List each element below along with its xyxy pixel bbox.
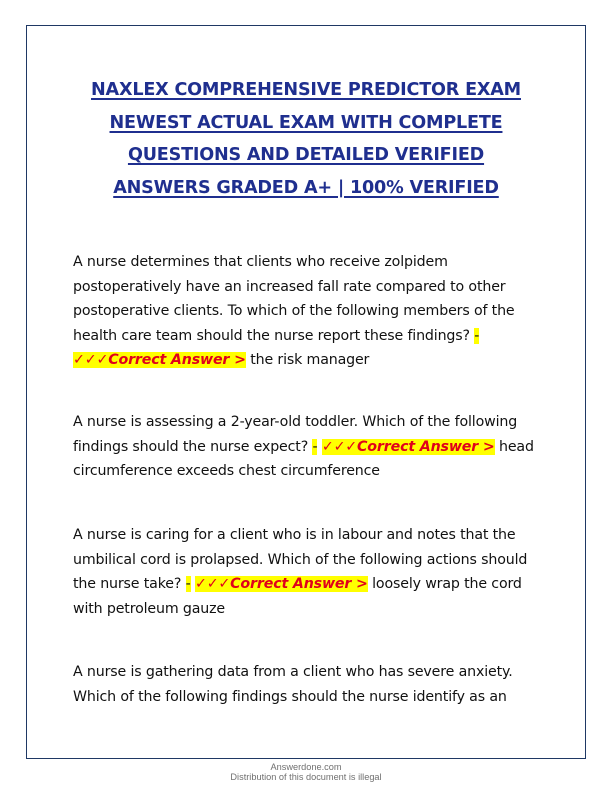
correct-answer-label: Correct Answer >	[230, 576, 368, 592]
title-line-4: ANSWERS GRADED A+ | 100% VERIFIED	[113, 177, 499, 198]
qa-item-3	[73, 523, 553, 621]
correct-answer-marker	[73, 352, 246, 368]
title-line-3: QUESTIONS AND DETAILED VERIFIED	[127, 145, 485, 165]
checkmarks-icon: ✓✓✓	[73, 352, 109, 368]
checkmarks-icon: ✓✓✓	[194, 576, 231, 592]
title-line-2: NEWEST ACTUAL EXAM WITH COMPLETE	[109, 112, 503, 133]
answer-text: the risk manager	[250, 352, 370, 368]
question-text: A nurse is gathering data from a client who has severe anxiety. Which of the following findings should the nurse identify as an	[73, 664, 513, 705]
title-line-1: NAXLEX COMPREHENSIVE PREDICTOR EXAM	[91, 80, 521, 100]
checkmarks-icon: ✓✓✓	[321, 438, 358, 455]
question-text: A nurse is caring for a client who is in labour and notes that the umbilical cord is prolapsed. Which of the following actions should the nurse take?	[73, 527, 528, 592]
correct-answer-label: Correct Answer >	[108, 352, 246, 368]
answer-dash: -	[312, 438, 318, 455]
answer-text: head circumference exceeds chest circumference	[73, 438, 534, 479]
qa-item-1	[73, 250, 553, 373]
correct-answer-label: Correct Answer >	[357, 438, 495, 455]
correct-answer-marker	[195, 576, 368, 592]
answer-dash: -	[474, 327, 480, 344]
qa-item-4	[73, 660, 553, 709]
document-title	[30, 74, 582, 204]
qa-item-2	[73, 410, 553, 484]
footer-notice: Distribution of this document is illegal	[230, 772, 382, 782]
answer-text: loosely wrap the cord with petroleum gauze	[73, 576, 522, 617]
answer-dash: -	[185, 576, 191, 592]
correct-answer-marker	[322, 439, 495, 455]
footer-site: Answerdone.com	[270, 762, 342, 772]
question-text: A nurse is assessing a 2-year-old toddler. Which of the following findings should the nurse expect?	[73, 414, 518, 455]
question-text: A nurse determines that clients who receive zolpidem postoperatively have an increased fall rate compared to other postoperative clients. To which of the following members of the health care team should the nurse report these findings?	[73, 254, 515, 344]
